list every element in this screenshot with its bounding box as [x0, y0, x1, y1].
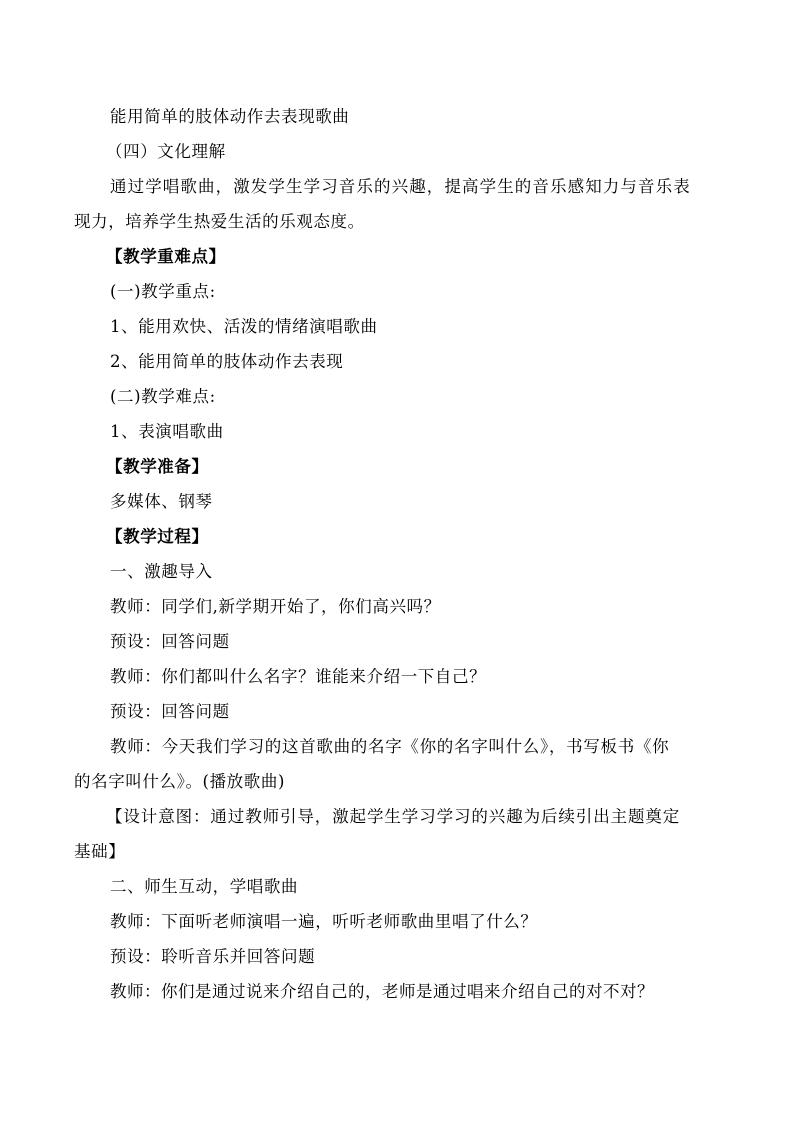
heading-process: 【教学过程】: [106, 527, 209, 546]
heading-key-difficult-points: 【教学重难点】: [106, 247, 226, 266]
text-line-3: 通过学唱歌曲，激发学生学习音乐的兴趣，提高学生的音乐感知力与音乐表: [110, 177, 691, 196]
step-2-title: 二、师生互动，学唱歌曲: [110, 877, 299, 896]
dialogue-preset-1: 预设：回答问题: [110, 632, 230, 651]
dialogue-preset-3: 预设：聆听音乐并回答问题: [110, 947, 316, 966]
dialogue-preset-2: 预设：回答问题: [110, 702, 230, 721]
list-item-1: 1、能用欢快、活泼的情绪演唱歌曲: [110, 317, 378, 336]
subheading-key-points: (一)教学重点:: [110, 282, 216, 301]
heading-preparation: 【教学准备】: [106, 457, 209, 476]
dialogue-teacher-3-cont: 的名字叫什么》。(播放歌曲): [74, 772, 286, 791]
step-1-title: 一、激趣导入: [110, 562, 213, 581]
text-line-4: 现力，培养学生热爱生活的乐观态度。: [74, 212, 365, 231]
dialogue-teacher-4: 教师：下面听老师演唱一遍，听听老师歌曲里唱了什么？: [110, 912, 538, 931]
subheading-difficult-points: (二)教学难点:: [110, 387, 216, 406]
dialogue-teacher-2: 教师：你们都叫什么名字？谁能来介绍一下自己？: [110, 667, 487, 686]
text-line-1: 能用简单的肢体动作去表现歌曲: [110, 107, 350, 126]
dialogue-teacher-1: 教师：同学们,新学期开始了，你们高兴吗？: [110, 597, 441, 616]
dialogue-teacher-3: 教师：今天我们学习的这首歌曲的名字《你的名字叫什么》，书写板书《你: [110, 737, 670, 756]
design-intent: 【设计意图：通过教师引导，激起学生学习学习的兴趣为后续引出主题奠定: [106, 807, 681, 826]
dialogue-teacher-5: 教师：你们是通过说来介绍自己的，老师是通过唱来介绍自己的对不对？: [110, 982, 654, 1001]
list-item-3: 1、表演唱歌曲: [110, 422, 224, 441]
text-preparation: 多媒体、钢琴: [110, 492, 213, 511]
design-intent-cont: 基础】: [74, 842, 126, 861]
list-item-2: 2、能用简单的肢体动作去表现: [110, 352, 344, 371]
section-culture-title: （四）文化理解: [106, 142, 226, 161]
